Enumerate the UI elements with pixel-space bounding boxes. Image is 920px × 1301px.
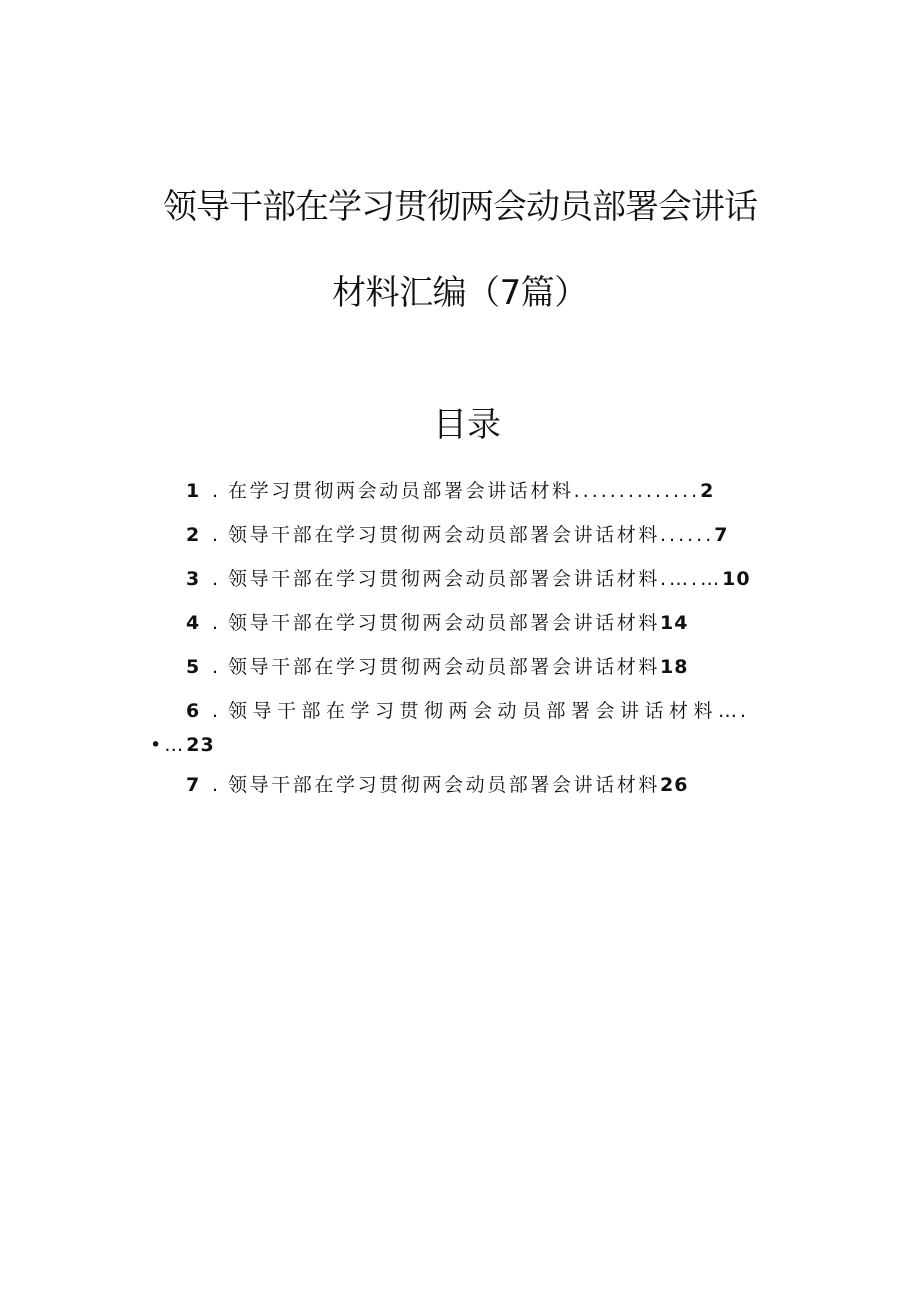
toc-entry-6[interactable] xyxy=(186,700,749,722)
toc-entry-page: 26 xyxy=(660,774,689,796)
toc-entry-5[interactable] xyxy=(186,656,688,678)
toc-entry-3[interactable] xyxy=(186,568,751,590)
toc-entry-number: 5 xyxy=(186,656,200,678)
toc-entry-title: 领导干部在学习贯彻两会动员部署会讲话材料 xyxy=(228,568,661,590)
toc-entry-page: 7 xyxy=(714,524,729,546)
toc-entry-title: 领导干部在学习贯彻两会动员部署会讲话材料 xyxy=(228,656,661,678)
toc-entry-leader: ...... xyxy=(660,524,715,546)
toc-entry-number: 1 xyxy=(186,480,200,502)
toc-entry-leader: …. xyxy=(718,700,750,722)
toc-entry-page: 2 xyxy=(700,480,715,502)
toc-entry-dot: . xyxy=(212,700,219,722)
toc-entry-page: 18 xyxy=(660,656,689,678)
toc-entry-number: 6 xyxy=(186,700,200,722)
document-title-line-2: 材料汇编（7篇） xyxy=(332,273,588,313)
toc-entry-6-continuation[interactable] xyxy=(150,734,215,756)
toc-entry-7[interactable] xyxy=(186,774,688,796)
toc-entry-dot: . xyxy=(212,480,219,502)
toc-entry-2[interactable] xyxy=(186,524,729,546)
document-title-line-1: 领导干部在学习贯彻两会动员部署会讲话 xyxy=(163,187,757,227)
toc-heading: 目录 xyxy=(433,405,501,445)
toc-entry-title: 领导干部在学习贯彻两会动员部署会讲话材料 xyxy=(228,700,719,722)
toc-entry-page: 14 xyxy=(660,612,689,634)
toc-entry-title: 领导干部在学习贯彻两会动员部署会讲话材料 xyxy=(228,524,661,546)
toc-entry-leader: .............. xyxy=(573,480,701,502)
toc-entry-page: 23 xyxy=(186,734,215,756)
toc-entry-leader-continued: •… xyxy=(150,734,187,756)
toc-entry-1[interactable] xyxy=(186,480,714,502)
toc-entry-title: 在学习贯彻两会动员部署会讲话材料 xyxy=(228,480,574,502)
toc-entry-dot: . xyxy=(212,524,219,546)
toc-entry-dot: . xyxy=(212,656,219,678)
toc-entry-number: 4 xyxy=(186,612,200,634)
toc-entry-leader: .….… xyxy=(660,568,723,590)
toc-entry-page: 10 xyxy=(722,568,751,590)
toc-entry-dot: . xyxy=(212,568,219,590)
toc-entry-number: 2 xyxy=(186,524,200,546)
toc-entry-title: 领导干部在学习贯彻两会动员部署会讲话材料 xyxy=(228,612,661,634)
toc-entry-number: 7 xyxy=(186,774,200,796)
toc-entry-dot: . xyxy=(212,774,219,796)
toc-entry-number: 3 xyxy=(186,568,200,590)
toc-entry-4[interactable] xyxy=(186,612,688,634)
toc-entry-dot: . xyxy=(212,612,219,634)
toc-entry-title: 领导干部在学习贯彻两会动员部署会讲话材料 xyxy=(228,774,661,796)
